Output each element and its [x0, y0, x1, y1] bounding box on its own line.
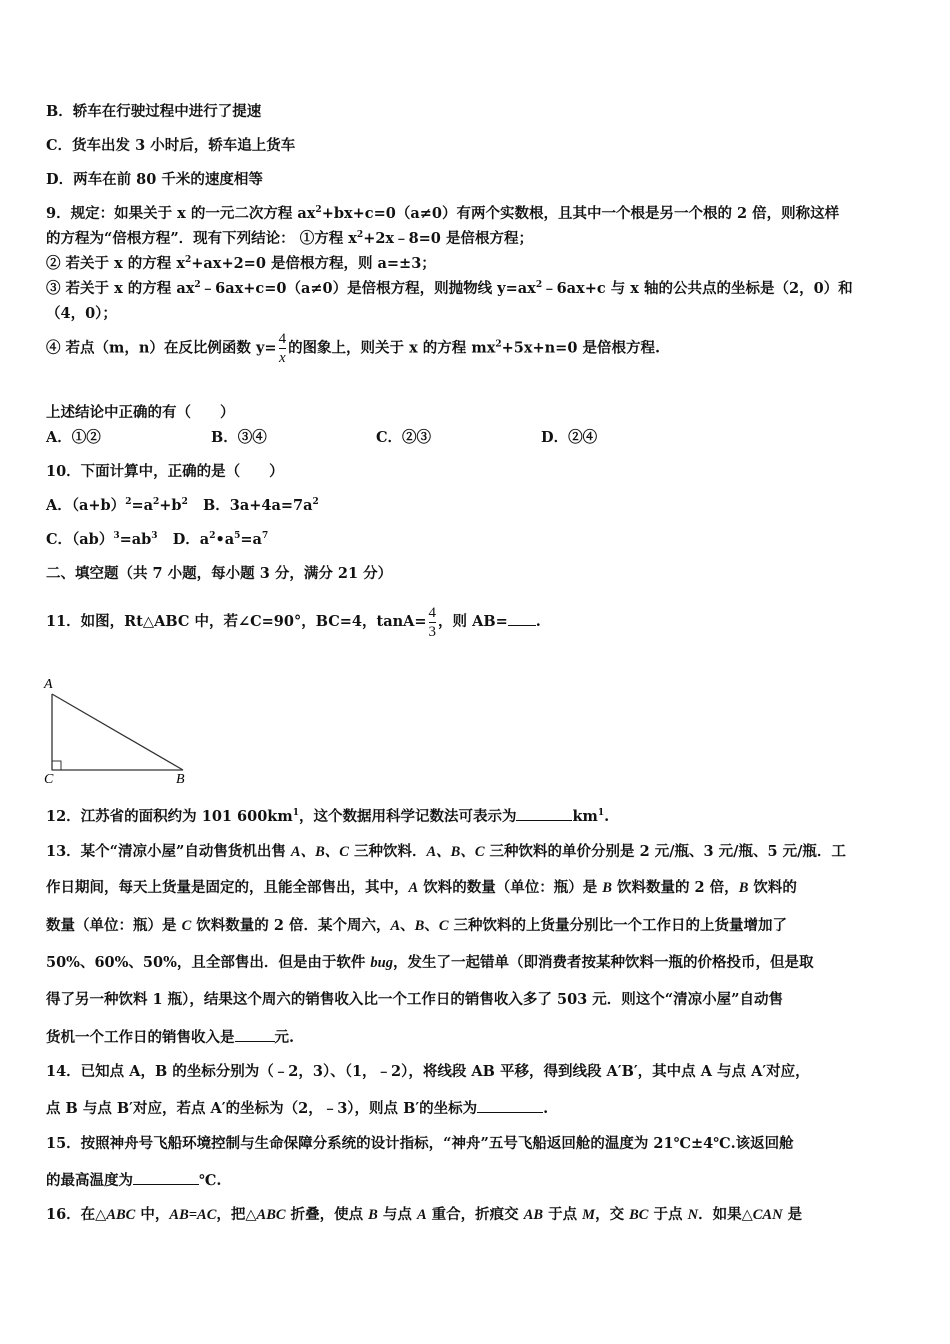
q9-option-c: C．②③ — [376, 429, 432, 446]
q14-line-2: 点 B 与点 B′对应，若点 A′的坐标为（2，﹣3），则点 B′的坐标为 . — [46, 1100, 549, 1117]
q9-line-5: （4，0）； — [46, 305, 117, 322]
q11-text: 11．如图，Rt△ABC 中，若∠C=90°，BC=4，tanA= $\frac{4}{3}$ ，则 AB= . — [46, 604, 541, 640]
q15-answer-blank — [133, 1170, 199, 1185]
q9-line-2: 的方程为“倍根方程”．现有下列结论： ①方程 $x^2+2x﹣8=0$ 是倍根方程； — [46, 230, 533, 247]
q15-line-2: 的最高温度为 ℃. — [46, 1172, 222, 1189]
fraction-4-over-3: $\frac{4}{3}$ — [428, 604, 437, 640]
fraction-4-over-x: $\frac{4}{x}$ — [278, 331, 287, 366]
q9-line-4: ③ 若关于 x 的方程 $ax^2﹣6ax+c=0(a\ne 0)$是倍根方程，则抛物线 $y=ax^2﹣6ax+c$ 与 x 轴的公共点的坐标是（2，0）和 — [46, 280, 853, 297]
q13-line-1: 13．某个“清凉小屋”自动售货机出售 A、B、C 三种饮料．A、B、C 三种饮料的单价分别是 2 元/瓶、3 元/瓶、5 元/瓶．工 — [46, 843, 846, 860]
q14-answer-blank — [477, 1098, 543, 1113]
q9-option-a: A．①② — [46, 429, 101, 446]
q9-options — [46, 428, 597, 448]
q11-answer-blank — [508, 611, 536, 626]
vertex-c-label: C — [44, 772, 54, 786]
q9-line-6: ④ 若点（m，n）在反比例函数 y= $\frac{4}{x}$ 的图象上，则关于 x 的方程 $mx^2+5x+n=0$ 是倍根方程. — [46, 331, 661, 366]
q12-answer-blank — [516, 806, 572, 821]
q9-option-b: B．③④ — [211, 429, 267, 446]
q13-answer-blank — [235, 1027, 275, 1042]
q10-options-cd: C．$(ab)^3=ab^3$ D．$a^2•a^5=a^7$ — [46, 531, 269, 548]
q9-line-1: 9．规定：如果关于 x 的一元二次方程 $ax^2+bx+c=0(a\ne 0)$有两个实数根，且其中一个根是另一个根的 2 倍，则称这样 — [46, 205, 840, 222]
q13-line-3: 数量（单位：瓶）是 C 饮料数量的 2 倍．某个周六，A、B、C 三种饮料的上货量分别比一个工作日的上货量增加了 — [46, 917, 788, 934]
triangle-figure — [40, 674, 192, 786]
vertex-a-label: A — [44, 677, 53, 692]
q10-stem: 10．下面计算中，正确的是（ ） — [46, 463, 284, 480]
q9-prompt: 上述结论中正确的有（ ） — [46, 404, 235, 421]
q13-line-6: 货机一个工作日的销售收入是 元. — [46, 1029, 295, 1046]
q8-option-c: C．货车出发 3 小时后，轿车追上货车 — [46, 137, 296, 154]
q15-line-1: 15．按照神舟号飞船环境控制与生命保障分系统的设计指标，“神舟”五号飞船返回舱的温度为 21℃±4℃.该返回舱 — [46, 1135, 794, 1152]
q9-option-d: D．②④ — [541, 429, 598, 446]
q14-line-1: 14．已知点 A，B 的坐标分别为（﹣2，3）、（1，﹣2），将线段 AB 平移，得到线段 A′B′，其中点 A 与点 A′对应， — [46, 1063, 810, 1080]
q8-option-d: D．两车在前 80 千米的速度相等 — [46, 171, 263, 188]
q10-options-ab: A．$(a+b)^2=a^2+b^2$ B．$3a+4a=7a^2$ — [46, 497, 319, 514]
q13-line-4: 50%、60%、50%，且全部售出．但是由于软件 bug，发生了一起错单（即消费者按某种饮料一瓶的价格投币，但是取 — [46, 954, 814, 971]
q12-text: 12．江苏省的面积约为 101 $600km^1$，这个数据用科学记数法可表示为 $km^1$. — [46, 808, 610, 825]
q8-option-b: B．轿车在行驶过程中进行了提速 — [46, 103, 262, 120]
vertex-b-label: B — [176, 772, 185, 786]
q13-line-5: 得了另一种饮料 1 瓶），结果这个周六的销售收入比一个工作日的销售收入多了 503 元．则这个“清凉小屋”自动售 — [46, 991, 783, 1008]
section-2-heading: 二、填空题（共 7 小题，每小题 3 分，满分 21 分） — [46, 565, 393, 582]
side-ab — [52, 694, 183, 770]
right-angle-mark — [52, 761, 61, 770]
q13-line-2: 作日期间，每天上货量是固定的，且能全部售出，其中，A 饮料的数量（单位：瓶）是 B 饮料数量的 2 倍，B 饮料的 — [46, 879, 797, 896]
q9-line-3: ② 若关于 x 的方程 $x^2+ax+2=0$ 是倍根方程，则 a=±3； — [46, 255, 436, 272]
q16-line-1: 16．在△ABC 中，AB=AC，把△ABC 折叠，使点 B 与点 A 重合，折痕交 AB 于点 M，交 BC 于点 N．如果△CAN 是 — [46, 1206, 803, 1223]
